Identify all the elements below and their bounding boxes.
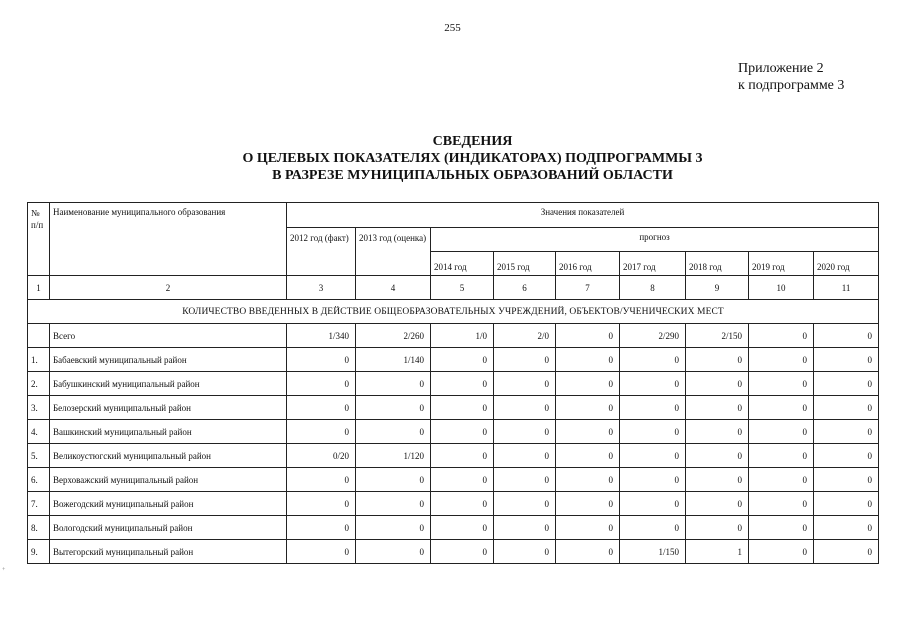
row-number: 3.: [28, 396, 50, 420]
municipality-name: Всего: [50, 324, 287, 348]
row-number: [28, 324, 50, 348]
indicator-value: 0: [494, 420, 556, 444]
indicator-value: 0: [814, 468, 879, 492]
column-index-cell: 9: [686, 276, 749, 300]
row-number: 5.: [28, 444, 50, 468]
indicator-value: 0: [686, 420, 749, 444]
indicator-value: 0: [494, 348, 556, 372]
indicator-value: 0: [287, 396, 356, 420]
table-row: [28, 372, 879, 396]
indicator-value: 0: [814, 516, 879, 540]
indicator-value: 2/0: [494, 324, 556, 348]
column-index-cell: 4: [356, 276, 431, 300]
indicator-value: 0: [749, 420, 814, 444]
indicator-value: 0: [494, 468, 556, 492]
indicator-value: 0: [431, 468, 494, 492]
indicator-value: 0: [287, 540, 356, 564]
header-2013: 2013 год (оценка): [356, 228, 431, 276]
indicator-value: 0: [556, 420, 620, 444]
indicator-value: 0: [356, 468, 431, 492]
indicator-value: 0: [356, 516, 431, 540]
header-forecast-year: 2020 год: [814, 252, 879, 276]
indicator-value: 0: [686, 492, 749, 516]
column-index-cell: 1: [28, 276, 50, 300]
municipality-name: Белозерский муниципальный район: [50, 396, 287, 420]
indicator-value: 0: [494, 444, 556, 468]
indicator-value: 0: [287, 516, 356, 540]
municipality-name: Бабаевский муниципальный район: [50, 348, 287, 372]
indicator-value: 0/20: [287, 444, 356, 468]
indicator-value: 0: [686, 468, 749, 492]
table-row: [28, 420, 879, 444]
indicator-value: 2/290: [620, 324, 686, 348]
page-number: 255: [444, 22, 461, 34]
header-forecast-year: 2017 год: [620, 252, 686, 276]
title-line-2: О ЦЕЛЕВЫХ ПОКАЗАТЕЛЯХ (ИНДИКАТОРАХ) ПОДПРОГРАММЫ 3: [242, 151, 703, 166]
indicator-value: 0: [556, 396, 620, 420]
indicator-value: 0: [431, 444, 494, 468]
indicator-value: 0: [620, 468, 686, 492]
indicator-value: 0: [686, 396, 749, 420]
column-index-cell: 6: [494, 276, 556, 300]
municipality-name: Вашкинский муниципальный район: [50, 420, 287, 444]
column-index-cell: 11: [814, 276, 879, 300]
row-number: 2.: [28, 372, 50, 396]
header-forecast-year: 2014 год: [431, 252, 494, 276]
indicator-value: 0: [686, 372, 749, 396]
indicator-value: 1/150: [620, 540, 686, 564]
table-row: [28, 444, 879, 468]
indicator-value: 0: [287, 372, 356, 396]
header-forecast-year: 2019 год: [749, 252, 814, 276]
indicator-value: 0: [620, 444, 686, 468]
indicator-value: 0: [556, 324, 620, 348]
appendix-line-2: к подпрограмме 3: [738, 78, 845, 93]
header-forecast-year: 2015 год: [494, 252, 556, 276]
indicator-value: 0: [356, 372, 431, 396]
indicator-value: 0: [620, 396, 686, 420]
document-title: [0, 133, 905, 184]
title-line-3: В РАЗРЕЗЕ МУНИЦИПАЛЬНЫХ ОБРАЗОВАНИЙ ОБЛАСТИ: [272, 168, 673, 183]
indicator-value: 0: [494, 516, 556, 540]
indicator-value: 0: [814, 492, 879, 516]
indicator-value: 0: [556, 540, 620, 564]
row-number: 1.: [28, 348, 50, 372]
appendix-note: [738, 60, 844, 94]
edge-mark: +: [2, 567, 6, 573]
indicator-value: 0: [556, 516, 620, 540]
municipality-name: Вологодский муниципальный район: [50, 516, 287, 540]
total-row: [28, 324, 879, 348]
indicator-value: 0: [686, 444, 749, 468]
column-index-cell: 3: [287, 276, 356, 300]
table-row: [28, 468, 879, 492]
indicator-value: 0: [287, 420, 356, 444]
municipality-name: Вытегорский муниципальный район: [50, 540, 287, 564]
indicator-value: 0: [287, 492, 356, 516]
indicator-value: 1/120: [356, 444, 431, 468]
indicator-value: 0: [814, 540, 879, 564]
municipality-name: Бабушкинский муниципальный район: [50, 372, 287, 396]
indicator-value: 0: [494, 492, 556, 516]
header-name: Наименование муниципального образования: [50, 203, 287, 276]
indicator-value: 0: [431, 540, 494, 564]
indicator-value: 0: [749, 444, 814, 468]
indicator-value: 0: [749, 516, 814, 540]
indicator-value: 0: [749, 492, 814, 516]
header-forecast: прогноз: [431, 228, 879, 252]
indicator-value: 0: [814, 372, 879, 396]
section-title: КОЛИЧЕСТВО ВВЕДЕННЫХ В ДЕЙСТВИЕ ОБЩЕОБРАЗОВАТЕЛЬНЫХ УЧРЕЖДЕНИЙ, ОБЪЕКТОВ/УЧЕНИЧЕСКИХ МЕСТ: [28, 300, 879, 324]
indicator-value: 0: [814, 324, 879, 348]
indicator-value: 0: [556, 468, 620, 492]
municipality-name: Вожегодский муниципальный район: [50, 492, 287, 516]
header-2012: 2012 год (факт): [287, 228, 356, 276]
table-row: [28, 348, 879, 372]
column-index-cell: 8: [620, 276, 686, 300]
appendix-line-1: Приложение 2: [738, 61, 824, 76]
indicator-value: 0: [431, 492, 494, 516]
indicator-value: 0: [749, 324, 814, 348]
header-forecast-year: 2018 год: [686, 252, 749, 276]
indicator-value: 0: [356, 492, 431, 516]
indicator-value: 0: [556, 444, 620, 468]
indicator-value: 0: [431, 372, 494, 396]
indicator-value: 0: [494, 540, 556, 564]
indicator-value: 0: [356, 420, 431, 444]
indicator-value: 2/260: [356, 324, 431, 348]
indicator-value: 0: [494, 372, 556, 396]
indicator-value: 0: [431, 348, 494, 372]
indicator-value: 0: [356, 540, 431, 564]
indicator-value: 0: [686, 348, 749, 372]
column-index-cell: 5: [431, 276, 494, 300]
header-values: Значения показателей: [287, 203, 879, 228]
table-row: [28, 540, 879, 564]
column-index-cell: 10: [749, 276, 814, 300]
municipality-name: Великоустюгский муниципальный район: [50, 444, 287, 468]
column-index-cell: 2: [50, 276, 287, 300]
indicator-value: 0: [431, 396, 494, 420]
indicator-value: 0: [814, 420, 879, 444]
title-line-1: СВЕДЕНИЯ: [432, 134, 513, 149]
row-number: 6.: [28, 468, 50, 492]
indicator-value: 0: [814, 396, 879, 420]
indicator-value: 0: [556, 372, 620, 396]
header-num: № п/п: [28, 203, 50, 276]
indicator-value: 0: [356, 396, 431, 420]
indicator-value: 0: [431, 516, 494, 540]
indicator-value: 0: [287, 468, 356, 492]
header-forecast-year: 2016 год: [556, 252, 620, 276]
indicator-value: 0: [814, 348, 879, 372]
indicator-value: 0: [686, 516, 749, 540]
indicator-value: 1/140: [356, 348, 431, 372]
indicator-value: 0: [749, 396, 814, 420]
indicator-value: 0: [431, 420, 494, 444]
indicator-value: 1: [686, 540, 749, 564]
indicator-value: 1/0: [431, 324, 494, 348]
indicator-value: 0: [620, 372, 686, 396]
municipality-name: Верховажский муниципальный район: [50, 468, 287, 492]
row-number: 8.: [28, 516, 50, 540]
indicator-value: 0: [620, 420, 686, 444]
column-index-cell: 7: [556, 276, 620, 300]
table-row: [28, 396, 879, 420]
row-number: 7.: [28, 492, 50, 516]
indicators-table: [27, 202, 879, 564]
indicator-value: 1/340: [287, 324, 356, 348]
indicator-value: 0: [620, 492, 686, 516]
table-row: [28, 492, 879, 516]
indicator-value: 2/150: [686, 324, 749, 348]
row-number: 4.: [28, 420, 50, 444]
indicator-value: 0: [556, 348, 620, 372]
indicator-value: 0: [814, 444, 879, 468]
table-row: [28, 516, 879, 540]
indicator-value: 0: [749, 540, 814, 564]
indicator-value: 0: [749, 348, 814, 372]
indicator-value: 0: [749, 468, 814, 492]
indicator-value: 0: [556, 492, 620, 516]
indicator-value: 0: [494, 396, 556, 420]
indicator-value: 0: [620, 348, 686, 372]
row-number: 9.: [28, 540, 50, 564]
indicator-value: 0: [620, 516, 686, 540]
indicator-value: 0: [287, 348, 356, 372]
indicator-value: 0: [749, 372, 814, 396]
